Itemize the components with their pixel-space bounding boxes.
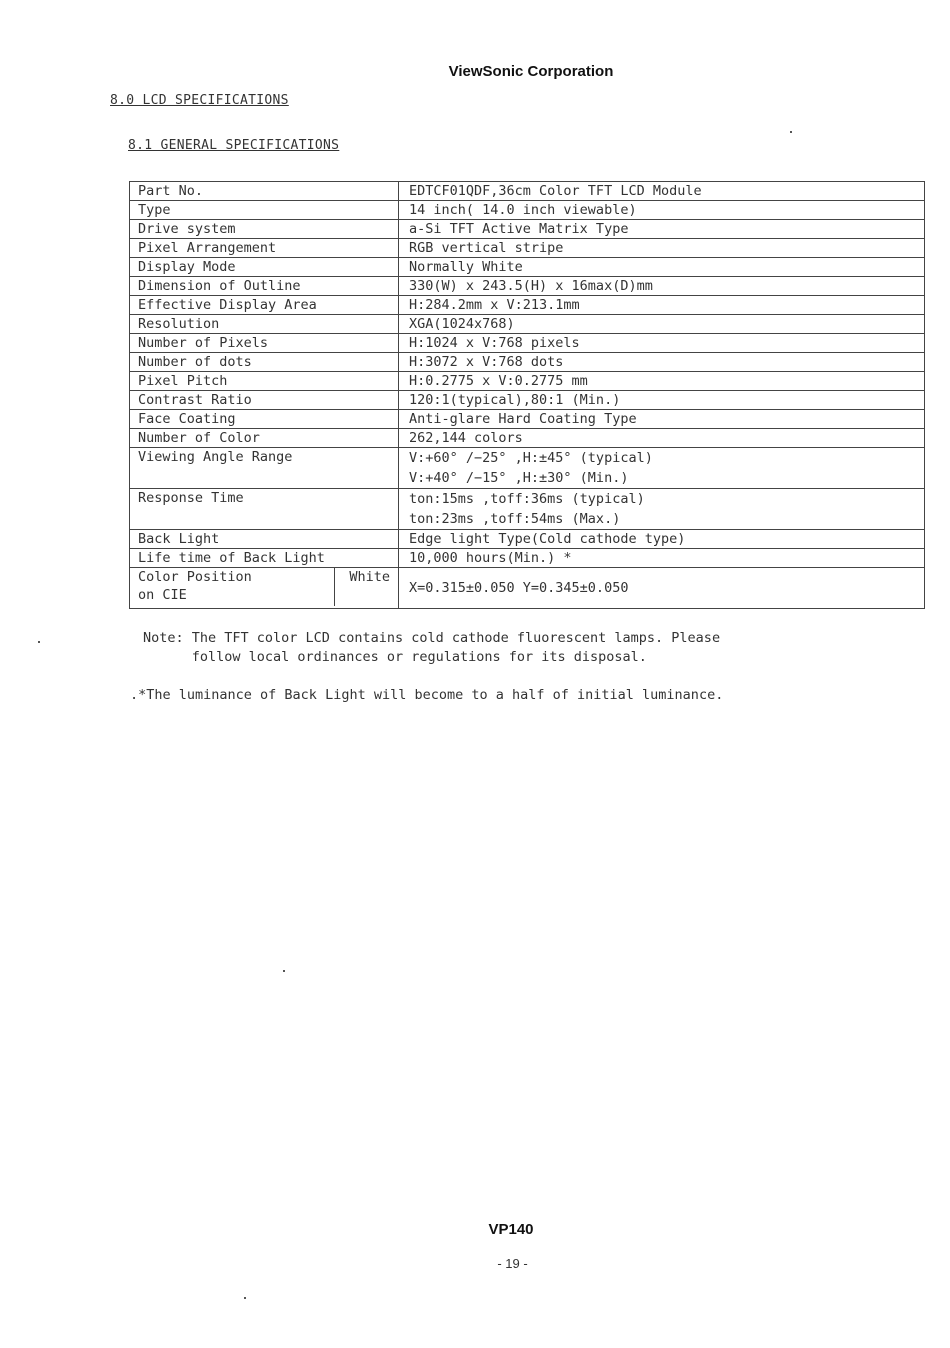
spec-label: Type [130, 201, 399, 220]
spec-row [130, 220, 925, 239]
spec-value: H:3072 x V:768 dots [399, 353, 925, 372]
life-time-label: Life time of Back Light [130, 549, 399, 568]
viewing-angle-row [130, 448, 925, 489]
spec-label: Dimension of Outline [130, 277, 399, 296]
spec-row [130, 429, 925, 448]
spec-row [130, 315, 925, 334]
viewing-angle-min: V:+40° /−15° ,H:±30° (Min.) [409, 470, 629, 486]
spec-label: Pixel Arrangement [130, 239, 399, 258]
luminance-footnote: .*The luminance of Back Light will become to a half of initial luminance. [130, 687, 724, 703]
scan-speck [283, 970, 285, 972]
spec-label: Drive system [130, 220, 399, 239]
color-position-label-line1: Color Position [138, 569, 252, 585]
spec-row [130, 334, 925, 353]
spec-value: Normally White [399, 258, 925, 277]
spec-row [130, 258, 925, 277]
spec-row [130, 239, 925, 258]
response-time-label: Response Time [130, 489, 399, 530]
back-light-row [130, 530, 925, 549]
note-line-2: follow local ordinances or regulations for its disposal. [143, 649, 647, 665]
spec-label: Number of dots [130, 353, 399, 372]
disposal-note [143, 629, 720, 667]
spec-value: RGB vertical stripe [399, 239, 925, 258]
spec-value: H:1024 x V:768 pixels [399, 334, 925, 353]
response-time-typical: ton:15ms ,toff:36ms (typical) [409, 491, 645, 507]
viewing-angle-typical: V:+60° /−25° ,H:±45° (typical) [409, 450, 653, 466]
back-light-label: Back Light [130, 530, 399, 549]
spec-label: Pixel Pitch [130, 372, 399, 391]
spec-row [130, 391, 925, 410]
spec-value: XGA(1024x768) [399, 315, 925, 334]
spec-label: Contrast Ratio [130, 391, 399, 410]
spec-value: a-Si TFT Active Matrix Type [399, 220, 925, 239]
spec-row [130, 277, 925, 296]
color-position-label [130, 568, 399, 609]
spec-row [130, 372, 925, 391]
spec-label: Number of Color [130, 429, 399, 448]
spec-value: 120:1(typical),80:1 (Min.) [399, 391, 925, 410]
spec-value: 330(W) x 243.5(H) x 16max(D)mm [399, 277, 925, 296]
spec-value: 262,144 colors [399, 429, 925, 448]
subsection-title-general-specifications: 8.1 GENERAL SPECIFICATIONS [128, 138, 340, 153]
spec-label: Part No. [130, 182, 399, 201]
spec-value: EDTCF01QDF,36cm Color TFT LCD Module [399, 182, 925, 201]
spec-row [130, 410, 925, 429]
life-time-row [130, 549, 925, 568]
section-title-lcd-specifications: 8.0 LCD SPECIFICATIONS [110, 93, 289, 108]
color-position-value: X=0.315±0.050 Y=0.345±0.050 [399, 568, 925, 609]
color-position-row [130, 568, 925, 609]
specifications-table [129, 181, 925, 609]
spec-label: Display Mode [130, 258, 399, 277]
life-time-value: 10,000 hours(Min.) * [399, 549, 925, 568]
spec-row [130, 353, 925, 372]
response-time-row [130, 489, 925, 530]
color-position-label-line2: on CIE [138, 587, 187, 603]
response-time-value [399, 489, 925, 530]
spec-label: Effective Display Area [130, 296, 399, 315]
spec-row [130, 182, 925, 201]
spec-value: 14 inch( 14.0 inch viewable) [399, 201, 925, 220]
spec-value: H:284.2mm x V:213.1mm [399, 296, 925, 315]
spec-row [130, 201, 925, 220]
spec-label: Resolution [130, 315, 399, 334]
company-header: ViewSonic Corporation [448, 63, 614, 80]
spec-label: Face Coating [130, 410, 399, 429]
note-line-1: Note: The TFT color LCD contains cold cathode fluorescent lamps. Please [143, 630, 721, 646]
viewing-angle-value [399, 448, 925, 489]
spec-label: Number of Pixels [130, 334, 399, 353]
scan-speck [38, 641, 40, 643]
scan-speck [244, 1297, 246, 1299]
back-light-value: Edge light Type(Cold cathode type) [399, 530, 925, 549]
model-number: VP140 [488, 1221, 534, 1238]
page-number: - 19 - [497, 1256, 528, 1271]
spec-value: Anti-glare Hard Coating Type [399, 410, 925, 429]
color-position-sublabel: White [334, 568, 390, 606]
spec-value: H:0.2775 x V:0.2775 mm [399, 372, 925, 391]
response-time-max: ton:23ms ,toff:54ms (Max.) [409, 511, 621, 527]
scan-speck [790, 131, 792, 133]
viewing-angle-label: Viewing Angle Range [130, 448, 399, 489]
spec-row [130, 296, 925, 315]
